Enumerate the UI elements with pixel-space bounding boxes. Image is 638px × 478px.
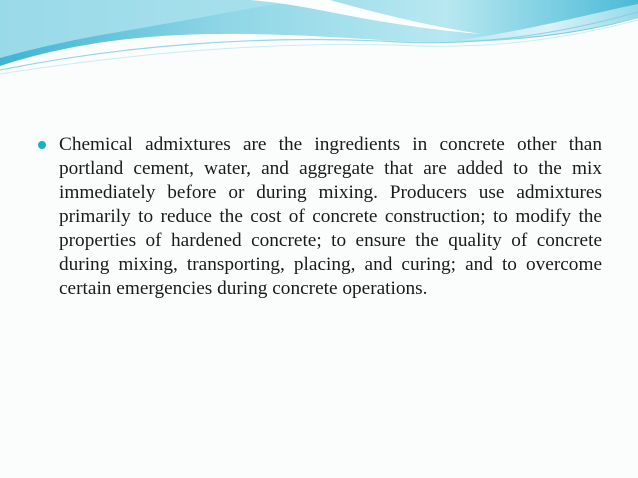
content-area — [38, 133, 602, 301]
bullet-text: Chemical admixtures are the ingredients in concrete other than portland cement, water, and aggregate that are added to the mix immediately before or during mixing. Producers use admixtures primarily to reduce the cost of concrete construction; to modify the properties of hardened concrete; to ensure the quality of concrete during mixing, transporting, placing, and curing; and to overcome certain emergencies during concrete operations. — [59, 134, 602, 299]
round-bullet-icon — [38, 141, 46, 149]
header-wave-decoration — [0, 0, 638, 80]
bullet-list-item — [38, 133, 602, 301]
